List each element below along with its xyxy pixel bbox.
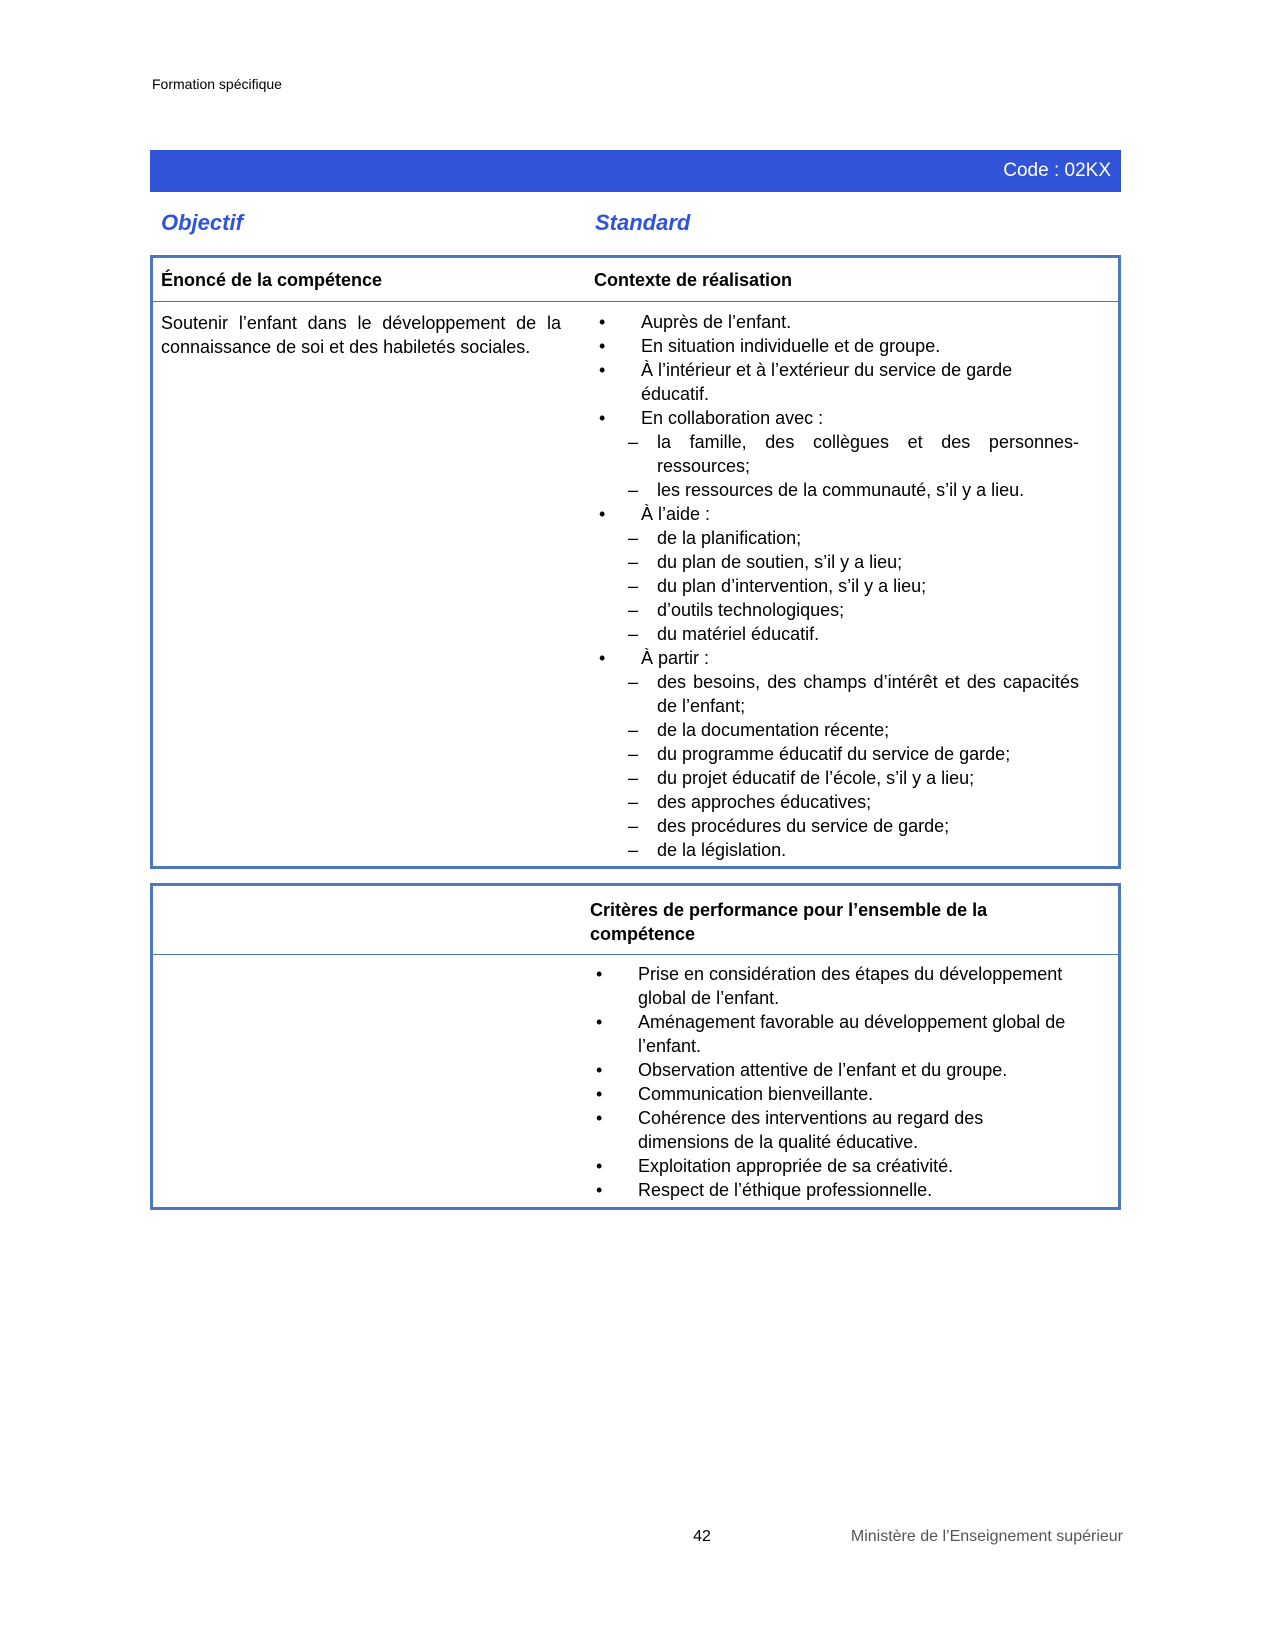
sub-bullet-icon: –	[628, 840, 639, 860]
contexte-sublist	[628, 526, 1079, 646]
program-code: Code : 02KX	[1003, 160, 1111, 181]
sub-bullet-icon: –	[628, 744, 639, 764]
bullet-icon: •	[599, 648, 606, 668]
bullet-icon: •	[596, 964, 603, 984]
critere-item-text: Communication bienveillante.	[638, 1084, 874, 1104]
criteres-list	[596, 962, 1074, 1202]
sub-bullet-icon: –	[628, 552, 639, 572]
sub-bullet-icon: –	[628, 480, 639, 500]
contexte-item	[599, 358, 1079, 406]
sub-bullet-icon: –	[628, 600, 639, 620]
contexte-subitem	[628, 526, 1079, 550]
enonce-text: Soutenir l’enfant dans le développement de la connaissance de soi et des habiletés sociales.	[161, 313, 561, 357]
contexte-subitem-text: les ressources de la communauté, s’il y a lieu.	[657, 480, 1025, 500]
sub-bullet-icon: –	[628, 816, 639, 836]
bullet-icon: •	[599, 336, 606, 356]
enonce-title: Énoncé de la compétence	[161, 270, 383, 290]
critere-item	[596, 1058, 1074, 1082]
criteres-box	[150, 883, 1121, 1210]
sub-bullet-icon: –	[628, 432, 639, 452]
contexte-subitem-text: des procédures du service de garde;	[657, 816, 950, 836]
contexte-subitem-text: de la planification;	[657, 528, 802, 548]
critere-item	[596, 1106, 1074, 1154]
contexte-subitem	[628, 622, 1079, 646]
bullet-icon: •	[596, 1180, 603, 1200]
contexte-sublist	[628, 430, 1079, 502]
standard-heading: Standard	[595, 210, 691, 235]
critere-item-text: Exploitation appropriée de sa créativité.	[638, 1156, 954, 1176]
contexte-subitem-text: du plan de soutien, s’il y a lieu;	[657, 552, 903, 572]
critere-item	[596, 1154, 1074, 1178]
contexte-item-text: En situation individuelle et de groupe.	[641, 336, 941, 356]
contexte-subitem	[628, 550, 1079, 574]
critere-item-text: Cohérence des interventions au regard des dimensions de la qualité éducative.	[638, 1108, 984, 1152]
sub-bullet-icon: –	[628, 720, 639, 740]
sub-bullet-icon: –	[628, 768, 639, 788]
bullet-icon: •	[599, 312, 606, 332]
contexte-subitem	[628, 574, 1079, 598]
contexte-subitem	[628, 838, 1079, 862]
bullet-icon: •	[596, 1084, 603, 1104]
bullet-icon: •	[599, 360, 606, 380]
contexte-subitem	[628, 766, 1079, 790]
contexte-subitem	[628, 598, 1079, 622]
objectif-heading: Objectif	[161, 210, 243, 235]
page-number: 42	[693, 1528, 711, 1545]
bullet-icon: •	[599, 408, 606, 428]
sub-bullet-icon: –	[628, 624, 639, 644]
contexte-title: Contexte de réalisation	[594, 270, 793, 290]
contexte-item	[599, 406, 1079, 502]
critere-item-text: Respect de l’éthique professionnelle.	[638, 1180, 933, 1200]
contexte-subitem-text: du matériel éducatif.	[657, 624, 820, 644]
contexte-item	[599, 334, 1079, 358]
competence-box	[150, 255, 1121, 869]
contexte-subitem	[628, 814, 1079, 838]
contexte-subitem	[628, 742, 1079, 766]
bullet-icon: •	[596, 1108, 603, 1128]
box-divider	[153, 954, 1118, 955]
contexte-item-text: Auprès de l’enfant.	[641, 312, 792, 332]
contexte-subitem-text: du plan d’intervention, s’il y a lieu;	[657, 576, 927, 596]
contexte-subitem	[628, 790, 1079, 814]
bullet-icon: •	[596, 1012, 603, 1032]
page-footer	[693, 1528, 1123, 1546]
contexte-subitem-text: du programme éducatif du service de garde;	[657, 744, 1011, 764]
contexte-item	[599, 310, 1079, 334]
contexte-subitem	[628, 478, 1079, 502]
contexte-item	[599, 646, 1079, 862]
critere-item	[596, 1082, 1074, 1106]
contexte-subitem-text: de la législation.	[657, 840, 787, 860]
box-divider	[153, 301, 1118, 302]
ministry-name: Ministère de l’Enseignement supérieur	[850, 1528, 1123, 1545]
contexte-list	[599, 310, 1079, 862]
bullet-icon: •	[596, 1060, 603, 1080]
contexte-subitem-text: de la documentation récente;	[657, 720, 890, 740]
contexte-item-text: À l’aide :	[641, 504, 711, 524]
contexte-subitem-text: d’outils technologiques;	[657, 600, 845, 620]
code-band	[150, 150, 1121, 192]
sub-bullet-icon: –	[628, 528, 639, 548]
sub-bullet-icon: –	[628, 792, 639, 812]
contexte-subitem	[628, 718, 1079, 742]
bullet-icon: •	[596, 1156, 603, 1176]
contexte-item-text: À l’intérieur et à l’extérieur du service de garde éducatif.	[641, 360, 1013, 404]
contexte-item-text: En collaboration avec :	[641, 408, 824, 428]
contexte-subitem-text: la famille, des collègues et des personnes-ressources;	[657, 432, 1079, 476]
critere-item-text: Prise en considération des étapes du développement global de l’enfant.	[638, 964, 1063, 1008]
contexte-item	[599, 502, 1079, 646]
contexte-subitem-text: du projet éducatif de l’école, s’il y a lieu;	[657, 768, 975, 788]
contexte-sublist	[628, 670, 1079, 862]
critere-item-text: Observation attentive de l’enfant et du groupe.	[638, 1060, 1008, 1080]
contexte-subitem	[628, 430, 1079, 478]
bullet-icon: •	[599, 504, 606, 524]
criteres-title: Critères de performance pour l’ensemble de la compétence	[590, 900, 988, 944]
sub-bullet-icon: –	[628, 576, 639, 596]
contexte-subitem-text: des approches éducatives;	[657, 792, 872, 812]
contexte-item-text: À partir :	[641, 648, 710, 668]
critere-item-text: Aménagement favorable au développement global de l’enfant.	[638, 1012, 1066, 1056]
critere-item	[596, 962, 1074, 1010]
contexte-subitem	[628, 670, 1079, 718]
sub-bullet-icon: –	[628, 672, 639, 692]
critere-item	[596, 1010, 1074, 1058]
critere-item	[596, 1178, 1074, 1202]
running-header: Formation spécifique	[152, 76, 282, 92]
contexte-subitem-text: des besoins, des champs d’intérêt et des capacités de l’enfant;	[657, 672, 1079, 716]
